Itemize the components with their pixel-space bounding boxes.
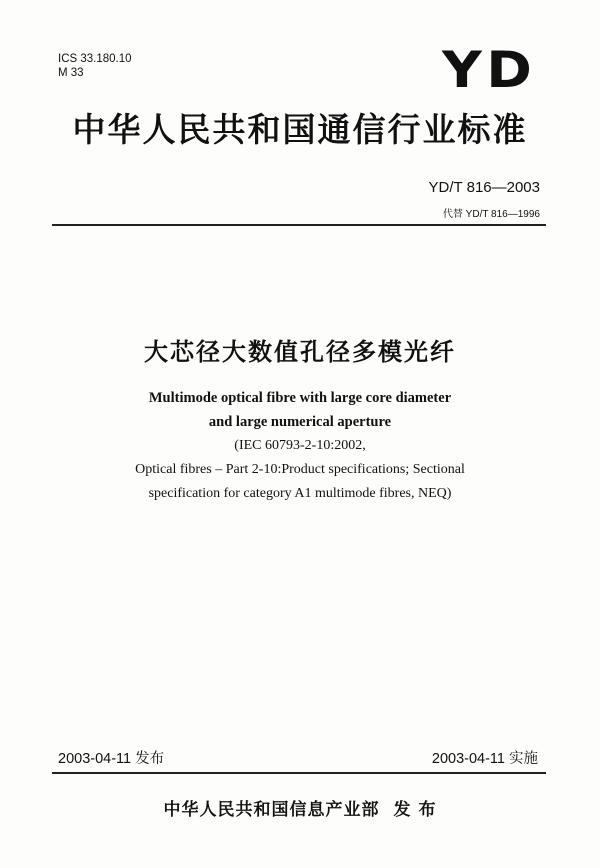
implement-date: 2003-04-11 实施 (431, 751, 538, 767)
yd-logo: YD (442, 41, 537, 99)
reference-line3: specification for category A1 multimode fibres, NEQ) (148, 486, 452, 501)
english-title-line2: and large numerical aperture (208, 414, 392, 430)
replaces-note: 代替 YD/T 816—1996 (442, 209, 540, 220)
reference-line1: (IEC 60793-2-10:2002, (234, 438, 366, 453)
footer-rule (52, 772, 546, 774)
ics-code: ICS 33.180.10 (58, 53, 132, 65)
issue-label: 发 布 (393, 800, 437, 820)
classification-codes (58, 52, 132, 80)
publish-date: 2003-04-11 发布 (58, 751, 165, 767)
org-title: 中华人民共和国通信行业标准 (72, 110, 528, 149)
chinese-title: 大芯径大数值孔径多模光纤 (144, 338, 456, 366)
header-rule (52, 224, 546, 226)
issuer-line (0, 795, 600, 820)
english-title-line1: Multimode optical fibre with large core diameter (148, 390, 452, 406)
standard-number: YD/T 816—2003 (428, 179, 540, 196)
issuer-name: 中华人民共和国信息产业部 (163, 800, 380, 820)
reference-line2: Optical fibres – Part 2-10:Product specifications; Sectional (135, 462, 465, 477)
category-code: M 33 (58, 67, 84, 79)
